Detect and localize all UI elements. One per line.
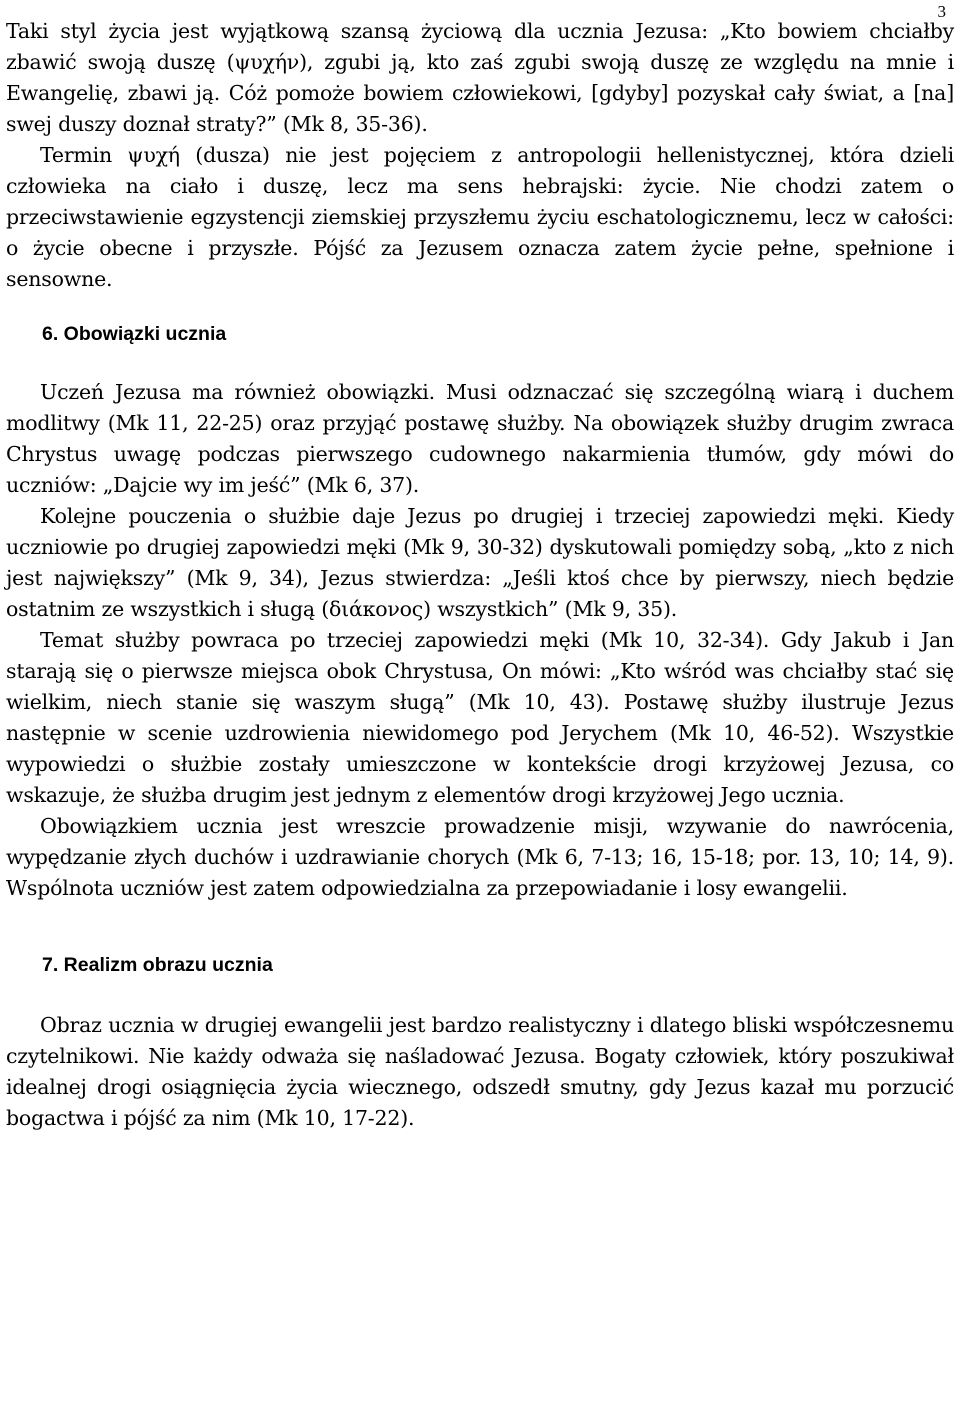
paragraph: Kolejne pouczenia o służbie daje Jezus po drugiej i trzeciej zapowiedzi męki. Kiedy uczniowie po drugiej zapowiedzi męki (Mk 9, 30-32) dyskutowali pomiędzy sobą, „kto z nich jest największy” (Mk 9, 34), Jezus stwierdza: „Jeśli ktoś chce by pierwszy, niech będzie ostatnim ze wszystkich i sługą (διάκονος) wszystkich” (Mk 9, 35). — [6, 504, 954, 621]
document-body — [6, 16, 954, 1134]
page-number: 3 — [937, 2, 946, 21]
paragraph: Taki styl życia jest wyjątkową szansą życiową dla ucznia Jezusa: „Kto bowiem chciałby zbawić swoją duszę (ψυχήν), zgubi ją, kto zaś zgubi swoją duszę ze względu na mnie i Ewangelię, zbawi ją. Cóż pomoże bowiem człowiekowi, [gdyby] pozyskał cały świat, a [na] swej duszy doznał straty?” (Mk 8, 35-36). — [6, 19, 954, 136]
paragraph: Obowiązkiem ucznia jest wreszcie prowadzenie misji, wzywanie do nawrócenia, wypędzanie złych duchów i uzdrawianie chorych (Mk 6, 7-13; 16, 15-18; por. 13, 10; 14, 9). Wspólnota uczniów jest zatem odpowiedzialna za przepowiadanie i losy ewangelii. — [6, 814, 954, 900]
paragraph: Obraz ucznia w drugiej ewangelii jest bardzo realistyczny i dlatego bliski współczesnemu czytelnikowi. Nie każdy odważa się naśladować Jezusa. Bogaty człowiek, który poszukiwał idealnej drogi osiągnięcia życia wiecznego, odszedł smutny, gdy Jezus kazał mu porzucić bogactwa i pójść za nim (Mk 10, 17-22). — [6, 1013, 954, 1130]
section-heading-7: 7. Realizm obrazu ucznia — [42, 954, 273, 976]
paragraph: Termin ψυχή (dusza) nie jest pojęciem z antropologii hellenistycznej, która dzieli człowieka na ciało i duszę, lecz ma sens hebrajski: życie. Nie chodzi zatem o przeciwstawienie egzystencji ziemskiej przyszłemu życiu eschatologicznemu, lecz w całości: o życie obecne i przyszłe. Pójść za Jezusem oznacza zatem życie pełne, spełnione i sensowne. — [6, 143, 954, 291]
paragraph: Uczeń Jezusa ma również obowiązki. Musi odznaczać się szczególną wiarą i duchem modlitwy (Mk 11, 22-25) oraz przyjąć postawę służby. Na obowiązek służby drugim zwraca Chrystus uwagę podczas pierwszego cudownego nakarmienia tłumów, gdy mówi do uczniów: „Dajcie wy im jeść” (Mk 6, 37). — [6, 380, 954, 497]
section-heading-6: 6. Obowiązki ucznia — [42, 323, 227, 345]
paragraph: Temat służby powraca po trzeciej zapowiedzi męki (Mk 10, 32-34). Gdy Jakub i Jan starają się o pierwsze miejsca obok Chrystusa, On mówi: „Kto wśród was chciałby stać się wielkim, niech stanie się waszym sługą” (Mk 10, 43). Postawę służby ilustruje Jezus następnie w scenie uzdrowienia niewidomego pod Jerychem (Mk 10, 46-52). Wszystkie wypowiedzi o służbie zostały umieszczone w kontekście drogi krzyżowej Jezusa, co wskazuje, że służba drugim jest jednym z elementów drogi krzyżowej Jego ucznia. — [6, 628, 954, 807]
